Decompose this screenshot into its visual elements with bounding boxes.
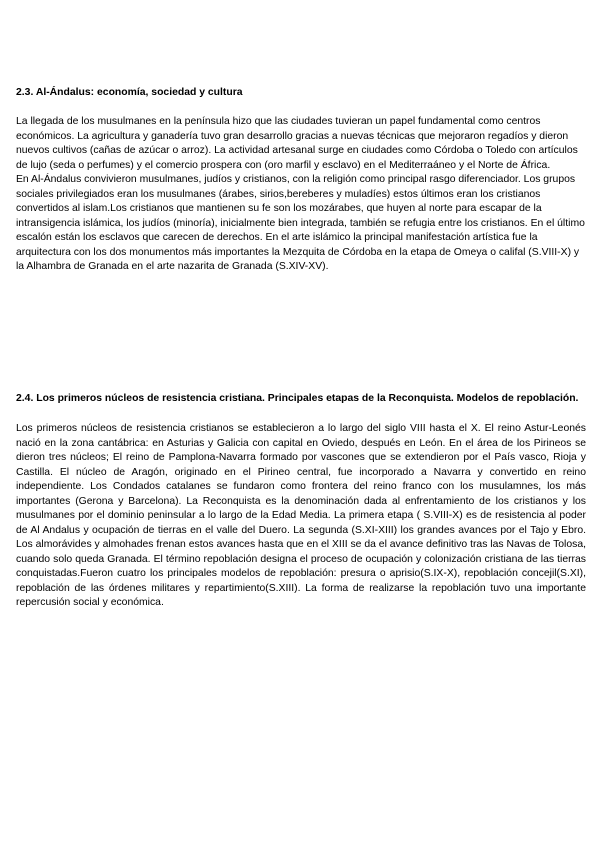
- section-heading: 2.3. Al-Ándalus: economía, sociedad y cultura: [16, 87, 243, 98]
- section-al-andalus: [16, 86, 586, 275]
- section-heading: 2.4. Los primeros núcleos de resistencia cristiana. Principales etapas de la Reconquista. Modelos de repoblación.: [16, 393, 579, 404]
- paragraph-reconquista: Los primeros núcleos de resistencia cristianos se establecieron a lo largo del siglo VIII hasta el X. El reino Astur-Leonés nació en la zona cantábrica: en Asturias y Galicia con capital en Oviedo, después en León. En el área de los Pirineos se dieron tres núcleos; El reino de Pamplona-Navarra formado por vascones que se extendieron por el País vasco, Rioja y Castilla. El núcleo de Aragón, originado en el Pirineo central, fue incorporado a Navarra y convertido en reino independiente. Los Condados catalanes se fundaron como frontera del reino franco con los musulamnes, los más importantes (Gerona y Barcelona). La Reconquista es la denominación dada al enfrentamiento de los cristianos y los musulmanes por el dominio peninsular a lo largo de la Edad Media. La primera etapa ( S.VIII-X) es de resistencia al poder de Al Andalus y ocupación de tierras en el valle del Duero. La segunda (S.XI-XIII) los grandes avances por el Tajo y Ebro. Los almorávides y almohades frenan estos avances hasta que en el XIII se da el avance definitivo tras las Navas de Tolosa, cuando solo queda Granada. El término repoblación designa el proceso de ocupación y colonización cristiana de las tierras conquistadas.Fueron cuatro los principales modelos de repoblación: presura o aprisio(S.IX-X), repoblación concejil(S.XI), repoblación de las órdenes militares y repartimiento(S.XIII). La forma de realizarse la repoblación tuvo una importante repercusión social y económica.: [16, 423, 586, 608]
- paragraph-society-culture: En Al-Ándalus convivieron musulmanes, judíos y cristianos, con la religión como principal rasgo diferenciador. Los grupos sociales privilegiados eran los musulmanes (árabes, sirios,bereberes y muladíes) estos últimos eran los cristianos convertidos al islam.Los cristianos que mantienen su fe son los mozárabes, que huyen al norte para escapar de la intransigencia islámica, los judíos (minoría), inicialmente bien integrada, también se refugia entre los cristianos. En el último escalón están los esclavos que carecen de derechos. En el arte islámico la principal manifestación artística fue la arquitectura con los dos monumentos más importantes la Mezquita de Córdoba en la etapa de Omeya o califal (S.VIII-X) y la Alhambra de Granada en el arte nazarita de Granada (S.XIV-XV).: [16, 174, 585, 272]
- section-body: [16, 115, 586, 275]
- section-body: [16, 422, 586, 611]
- paragraph-economy: La llegada de los musulmanes en la península hizo que las ciudades tuvieran un papel fundamental como centros económicos. La agricultura y ganadería tuvo gran desarrollo gracias a nuevas técnicas que mejoraron regadíos y dieron nuevos cultivos (cañas de azúcar o arroz). La actividad artesanal surge en ciudades como Córdoba o Toledo con artículos de lujo (seda o perfumes) y el comercio prospera con (oro marfil y esclavo) en el Mediterraáneo y el Norte de África.: [16, 116, 578, 171]
- section-reconquista: [16, 392, 586, 611]
